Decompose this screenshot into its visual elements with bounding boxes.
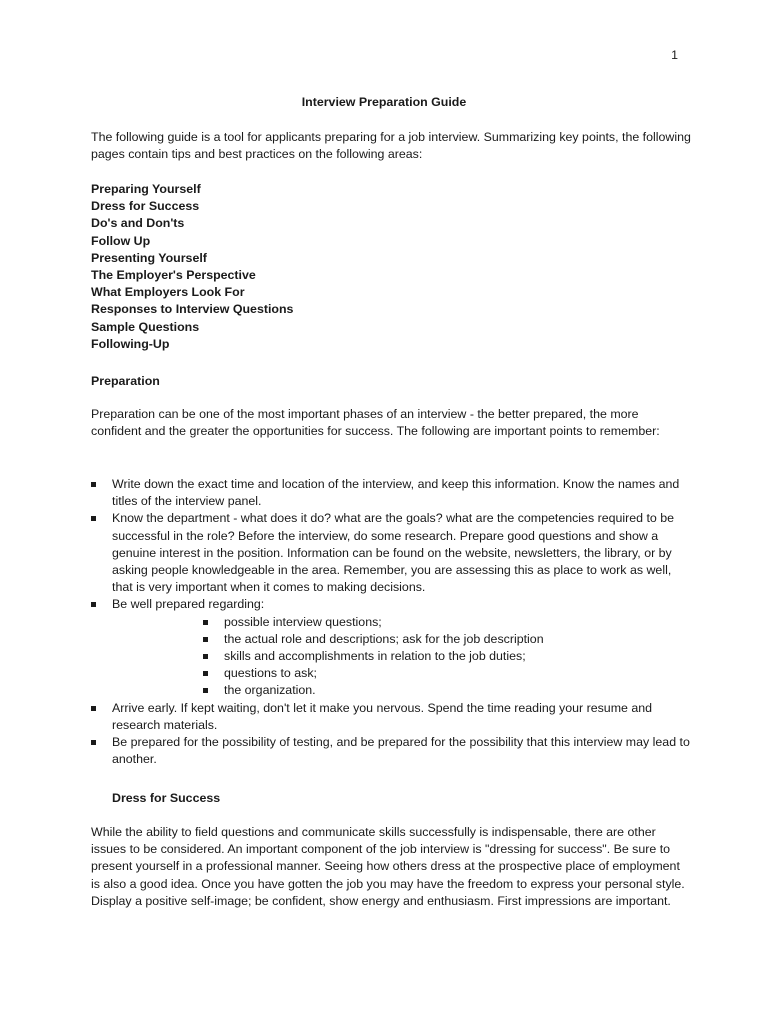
topic-item: Presenting Yourself	[91, 250, 207, 265]
sub-bullet-list	[112, 614, 691, 700]
document-title: Interview Preparation Guide	[301, 95, 467, 109]
sub-bullet-item: questions to ask;	[203, 665, 691, 682]
bullet-item	[91, 476, 691, 510]
topic-item: Do's and Don'ts	[91, 216, 185, 231]
topic-item: Sample Questions	[91, 319, 200, 334]
bullet-text: Arrive early. If kept waiting, don't let it make you nervous. Spend the time reading your resume and research materials.	[112, 700, 653, 732]
topic-item: Responses to Interview Questions	[91, 302, 294, 317]
topic-item: Following-Up	[91, 336, 170, 351]
bullet-item	[91, 510, 691, 596]
preparation-intro: Preparation can be one of the most important phases of an interview - the better prepared, the more confident and the greater the opportunities for success. The following are important points to remember:	[91, 407, 660, 439]
topic-item: What Employers Look For	[91, 285, 245, 300]
page-number: 1	[671, 48, 678, 62]
topic-list	[91, 181, 691, 353]
intro-paragraph: The following guide is a tool for applicants preparing for a job interview. Summarizing key points, the following pages contain tips and best practices on the following areas:	[91, 130, 691, 162]
bullet-item	[91, 734, 691, 768]
preparation-bullet-list	[91, 476, 691, 768]
bullet-text: Write down the exact time and location of the interview, and keep this information. Know the names and titles of the interview panel.	[112, 477, 680, 509]
dress-heading: Dress for Success	[112, 791, 221, 805]
bullet-item	[91, 700, 691, 734]
topic-item: Preparing Yourself	[91, 182, 201, 196]
topic-item: Dress for Success	[91, 199, 200, 214]
bullet-text: Know the department - what does it do? what are the goals? what are the competencies required to be successful in the role? Before the interview, do some research. Prepare good questions and show a genuine interest in the position. Information can be found on the website, newsletters, the library, or by asking people knowledgeable in the area. Remember, you are assessing this as place to work as well, that is very important when it comes to making decisions.	[112, 511, 675, 595]
sub-bullet-item: the actual role and descriptions; ask for the job description	[203, 631, 691, 648]
bullet-item	[91, 596, 691, 699]
bullet-text: Be well prepared regarding:	[112, 597, 265, 612]
sub-bullet-item: skills and accomplishments in relation to the job duties;	[203, 648, 691, 665]
sub-bullet-item: possible interview questions;	[203, 614, 691, 631]
dress-paragraph: While the ability to field questions and communicate skills successfully is indispensable, there are other issues to be considered. An important component of the job interview is "dressing for success". Be sure to present yourself in a professional manner. Seeing how others dress at the prospective place of employment is also a good idea. Once you have gotten the job you may have the freedom to express your personal style. Display a positive self-image; be confident, show energy and enthusiasm. First impressions are important.	[91, 825, 685, 908]
topic-item: Follow Up	[91, 233, 151, 248]
preparation-heading: Preparation	[91, 374, 160, 388]
topic-item: The Employer's Perspective	[91, 267, 256, 282]
bullet-text: Be prepared for the possibility of testing, and be prepared for the possibility that this interview may lead to another.	[112, 735, 690, 767]
sub-bullet-item: the organization.	[203, 682, 691, 699]
